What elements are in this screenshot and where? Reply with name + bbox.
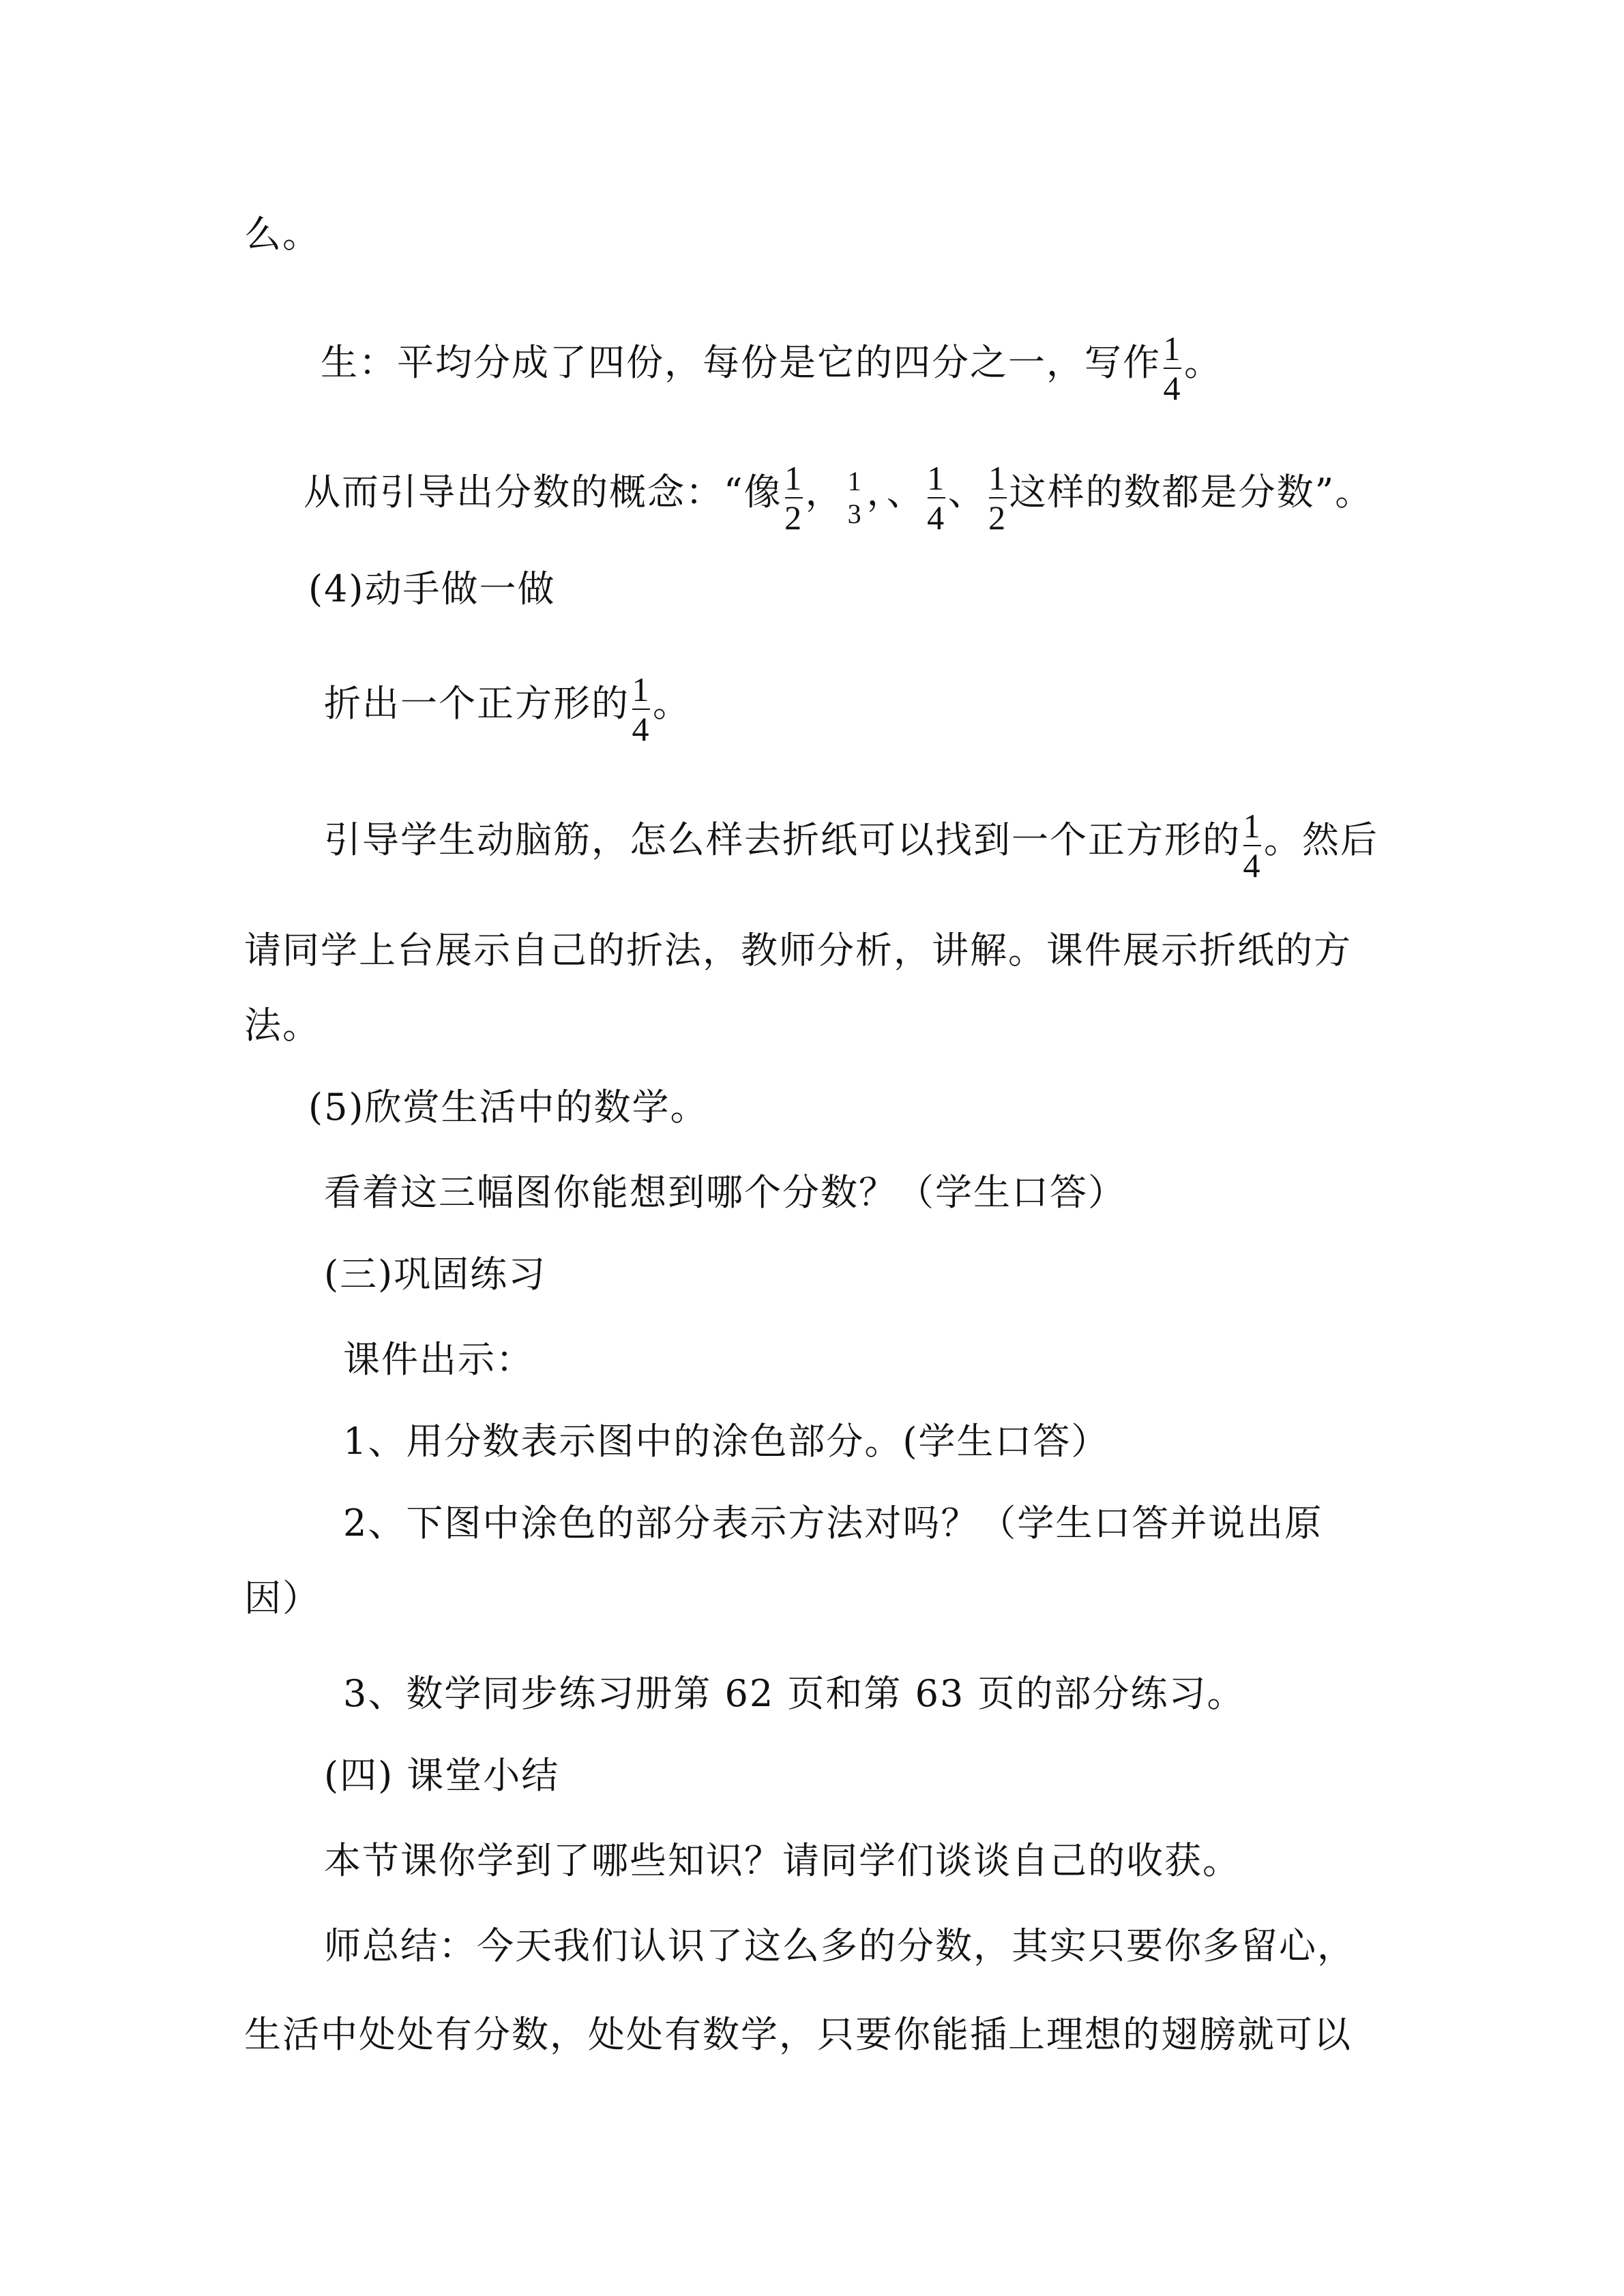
fraction-one-quarter — [631, 670, 651, 748]
text: 这样的数都是分数”。 — [1009, 471, 1374, 513]
fraction-numerator: 1 — [632, 670, 651, 709]
text: (四) 课堂小结 — [324, 1754, 560, 1797]
section-heading — [324, 1749, 559, 1800]
text: 请同学上台展示自己的折法，教师分析，讲解。课件展示折纸的方 — [244, 929, 1352, 972]
fraction-denominator: 4 — [1163, 369, 1182, 407]
fraction-numerator: 1 — [1163, 329, 1182, 368]
paragraph-line — [324, 1920, 1355, 1970]
paragraph-line — [324, 665, 691, 748]
text: 生：平均分成了四份，每份是它的四分之一，写作 — [321, 341, 1161, 384]
text: ， — [805, 471, 844, 513]
fraction-numerator: 1 — [847, 466, 863, 496]
text: 、 — [947, 471, 986, 513]
fraction-denominator: 4 — [1243, 846, 1262, 884]
text: (5)欣赏生活中的数学。 — [308, 1086, 709, 1129]
text: 。 — [653, 682, 691, 725]
text: 本节课你学到了哪些知识？请同学们谈谈自己的收获。 — [324, 1839, 1241, 1882]
fraction-numerator: 1 — [784, 459, 803, 497]
paragraph-line — [324, 1834, 1241, 1885]
paragraph-line — [321, 324, 1222, 407]
section-heading — [324, 1248, 546, 1298]
text: 3、数学同步练习册第 62 页和第 63 页的部分练习。 — [343, 1672, 1245, 1715]
fraction-denominator: 2 — [784, 498, 803, 537]
paragraph-line — [343, 1333, 534, 1384]
text: 2、下图中涂色的部分表示方法对吗？（学生口答并说出原 — [343, 1502, 1323, 1545]
fraction-denominator: 4 — [927, 498, 946, 537]
text: 。然后 — [1264, 818, 1378, 861]
list-item — [343, 1667, 1245, 1718]
text: 师总结：今天我们认识了这么多的分数，其实只要你多留心， — [324, 1924, 1355, 1967]
text: 。 — [1184, 341, 1222, 384]
fraction-one-quarter — [1162, 329, 1183, 407]
text: 折出一个正方形的 — [324, 682, 630, 725]
text: (三)巩固练习 — [324, 1253, 547, 1296]
list-item — [343, 1497, 1323, 1547]
fraction-one-quarter — [926, 459, 947, 537]
list-item — [343, 1415, 1109, 1465]
section-heading — [308, 563, 556, 613]
text: 1、用分数表示图中的涂色部分。(学生口答） — [343, 1420, 1110, 1463]
fraction-denominator: 4 — [632, 710, 651, 748]
text: 从而引导出分数的概念：“像 — [304, 471, 782, 513]
paragraph-line — [244, 1572, 321, 1622]
text: 么。 — [244, 213, 321, 256]
fraction-denominator: 2 — [988, 498, 1007, 537]
text: 看着这三幅图你能想到哪个分数？（学生口答） — [324, 1171, 1126, 1214]
text: 引导学生动脑筋，怎么样去折纸可以找到一个正方形的 — [324, 818, 1241, 861]
paragraph-line — [324, 1166, 1126, 1217]
text: 因） — [244, 1577, 321, 1620]
text: 法。 — [244, 1004, 321, 1047]
fraction-one-third — [845, 466, 866, 530]
text: 生活中处处有分数，处处有数学，只要你能插上理想的翅膀就可以 — [244, 2013, 1352, 2056]
fraction-denominator: 3 — [847, 498, 863, 529]
fraction-numerator: 1 — [988, 459, 1007, 497]
paragraph-line — [244, 2008, 1352, 2059]
text: ，、 — [866, 471, 925, 513]
text: (4)动手做一做 — [308, 567, 556, 610]
fraction-numerator: 1 — [1243, 807, 1262, 845]
paragraph-line — [244, 999, 321, 1049]
fraction-numerator: 1 — [927, 459, 946, 497]
fraction-one-half — [988, 459, 1008, 537]
paragraph-line — [244, 924, 1352, 974]
fraction-one-quarter — [1242, 807, 1263, 884]
section-heading — [308, 1081, 709, 1131]
paragraph-line — [304, 453, 1374, 537]
fraction-one-half — [784, 459, 804, 537]
paragraph-line — [244, 208, 321, 258]
paragraph-line — [324, 801, 1378, 884]
text: 课件出示： — [343, 1338, 534, 1381]
